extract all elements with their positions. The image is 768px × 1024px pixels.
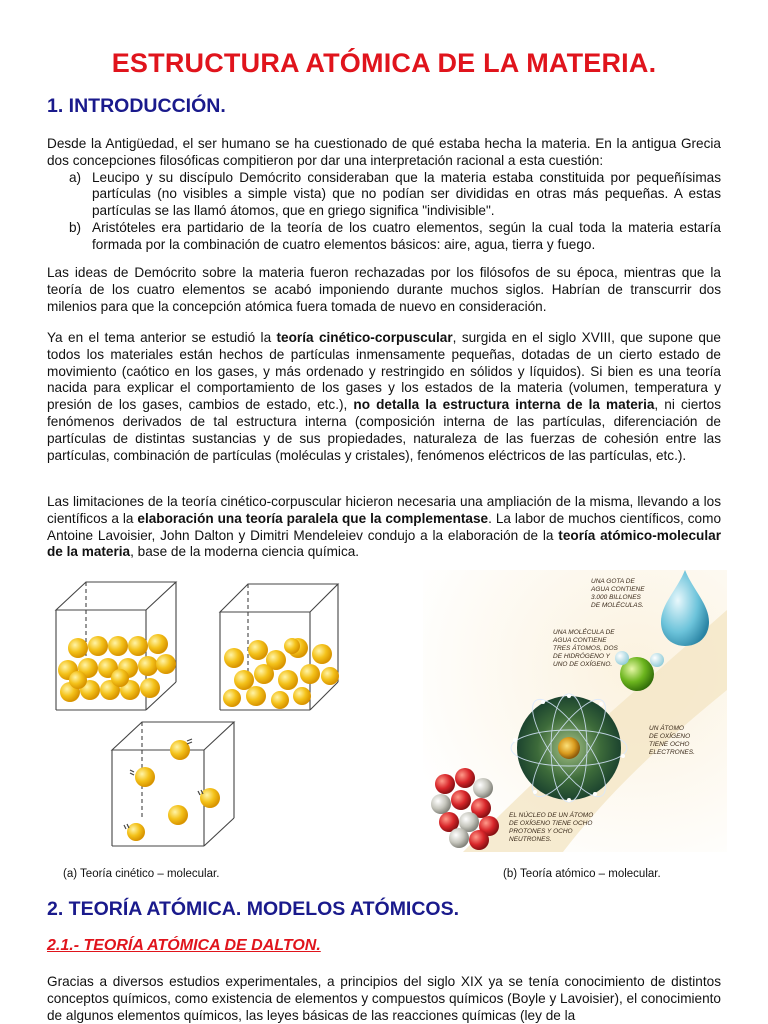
svg-text:PROTONES Y OCHO: PROTONES Y OCHO (509, 828, 573, 835)
list-item (47, 220, 721, 254)
text-run: Ya en el tema anterior se estudió la (47, 330, 277, 345)
svg-text:EL NÚCLEO DE UN ÁTOMO: EL NÚCLEO DE UN ÁTOMO (509, 812, 594, 819)
paragraph-dalton (47, 974, 721, 1024)
figure-caption-a: (a) Teoría cinético – molecular. (63, 868, 220, 880)
intro-block (47, 136, 721, 254)
list-item (47, 170, 721, 220)
bold-run: elaboración una teoría paralela que la complementase (137, 510, 489, 526)
svg-text:ELECTRONES.: ELECTRONES. (649, 749, 695, 756)
hydrogen-atom-icon (615, 651, 629, 665)
paragraph-cinetico (47, 330, 721, 464)
concepts-list (47, 170, 721, 254)
list-marker: b) (69, 219, 82, 235)
svg-text:3.000 BILLONES: 3.000 BILLONES (591, 594, 641, 601)
paragraph-democrito (47, 265, 721, 315)
section-heading-teoria-atomica: 2. TEORÍA ATÓMICA. MODELOS ATÓMICOS. (47, 898, 460, 920)
svg-text:NEUTRONES.: NEUTRONES. (509, 836, 552, 843)
svg-text:AGUA CONTIENE: AGUA CONTIENE (553, 637, 607, 644)
bold-run: no detalla la estructura interna de la materia (353, 397, 655, 413)
svg-text:DE HIDRÓGENO Y: DE HIDRÓGENO Y (553, 653, 610, 660)
svg-text:UNA GOTA DE: UNA GOTA DE (591, 578, 635, 585)
figure-caption-b: (b) Teoría atómico – molecular. (503, 868, 661, 880)
paragraph-text (47, 330, 721, 464)
paragraph-text: Las ideas de Demócrito sobre la materia fueron rechazadas por los filósofos de su época, mientras que la teoría de los cuatro elementos se acabó imponiendo durante muchos siglos. Habrían de transcurrir dos milenios para que la concepción atómica fuera tomada de nuevo en consideración. (47, 265, 721, 314)
hydrogen-atom-icon (650, 653, 664, 667)
nucleus-icon (558, 737, 580, 759)
svg-text:AGUA CONTIENE: AGUA CONTIENE (591, 586, 645, 593)
bold-run: teoría cinético-corpuscular (276, 330, 453, 345)
atomic-molecular-illustration (423, 570, 727, 852)
paragraph-text: Gracias a diversos estudios experimentales, a principios del siglo XIX ya se tenía conocimiento de distintos conceptos químicos, como existencia de elementos y compuestos químicos (Boyle y Lavoisier), el conocimiento de algunos elementos químicos, las leyes básicas de las reacciones químicas (ley de la (47, 974, 721, 1023)
svg-text:TRES ÁTOMOS, DOS: TRES ÁTOMOS, DOS (553, 645, 618, 652)
text-run: , surgida en el siglo XVIII, que supone que todos los materiales están hechos de partículas inmensamente pequeñas, dotadas de un cierto estado de movimiento (caótico en los gases, y más ordenado y restringido en sólidos y líquidos). Si bien es una teoría nacida para explicar el comportamiento de los gases y los estados de la materia (volumen, temperatura y presión de los gases, cambios de estado, etc.), (47, 330, 721, 413)
svg-text:TIENE OCHO: TIENE OCHO (649, 741, 690, 748)
text-run: , base de la moderna ciencia química. (130, 544, 360, 560)
page-title: ESTRUCTURA ATÓMICA DE LA MATERIA. (111, 48, 657, 78)
list-marker: a) (69, 169, 82, 185)
molecule-label (552, 627, 619, 668)
text-run: , ni ciertos fenómenos derivados de tal estructura interna (composición interna de las partículas, diferenciación de partículas de distintas sustancias y de sus propiedades, naturaleza de las fuerzas de cohesión entre las partículas, combinación de partículas (moléculas y cristales), fenómenos eléctricos de las partículas, etc.). (47, 397, 721, 463)
svg-text:UNA MOLÉCULA DE: UNA MOLÉCULA DE (553, 629, 615, 636)
particles-solid (58, 634, 176, 702)
svg-text:UN ÁTOMO: UN ÁTOMO (649, 725, 684, 732)
paragraph-limitaciones (47, 494, 721, 561)
paragraph-text (47, 494, 721, 561)
kinetic-molecular-illustration (48, 578, 408, 858)
text-run: . La labor de muchos científicos, como Antoine Lavoisier, John Dalton y Dimitri Mendeleiev condujo a la elaboración de la (47, 510, 721, 543)
bold-run: teoría atómico-molecular de la materia (47, 527, 721, 560)
list-item-text: Leucipo y su discípulo Demócrito consideraban que la materia estaba constituida por pequeñísimas partículas (no visibles a simple vista) que no podían ser divididas en otras más pequeñas. A estas partículas se las llamó átomos, que en griego significa "indivisible". (92, 169, 721, 219)
subsection-heading-dalton: 2.1.- TEORÍA ATÓMICA DE DALTON. (47, 937, 321, 954)
text-run: Las limitaciones de la teoría cinético-corpuscular hicieron necesaria una ampliación de la misma, llevando a los científicos a la (47, 494, 721, 526)
intro-paragraph: Desde la Antigüedad, el ser humano se ha cuestionado de qué estaba hecha la materia. En la antigua Grecia dos concepciones filosóficas compitieron por dar una interpretación racional a esta cuestión: (47, 136, 721, 168)
list-item-text: Aristóteles era partidario de la teoría de los cuatro elementos, según la cual toda la materia estaría formada por la combinación de cuatro elementos básicos: aire, agua, tierra y fuego. (92, 219, 721, 252)
motion-marks (124, 739, 203, 829)
particles-gas (127, 740, 220, 841)
svg-text:DE OXÍGENO TIENE OCHO: DE OXÍGENO TIENE OCHO (509, 820, 593, 827)
svg-text:DE MOLÉCULAS.: DE MOLÉCULAS. (591, 602, 644, 609)
svg-text:DE OXÍGENO: DE OXÍGENO (649, 733, 691, 740)
section-heading-introduccion: 1. INTRODUCCIÓN. (47, 95, 226, 117)
svg-text:UNO DE OXÍGENO.: UNO DE OXÍGENO. (553, 661, 613, 668)
